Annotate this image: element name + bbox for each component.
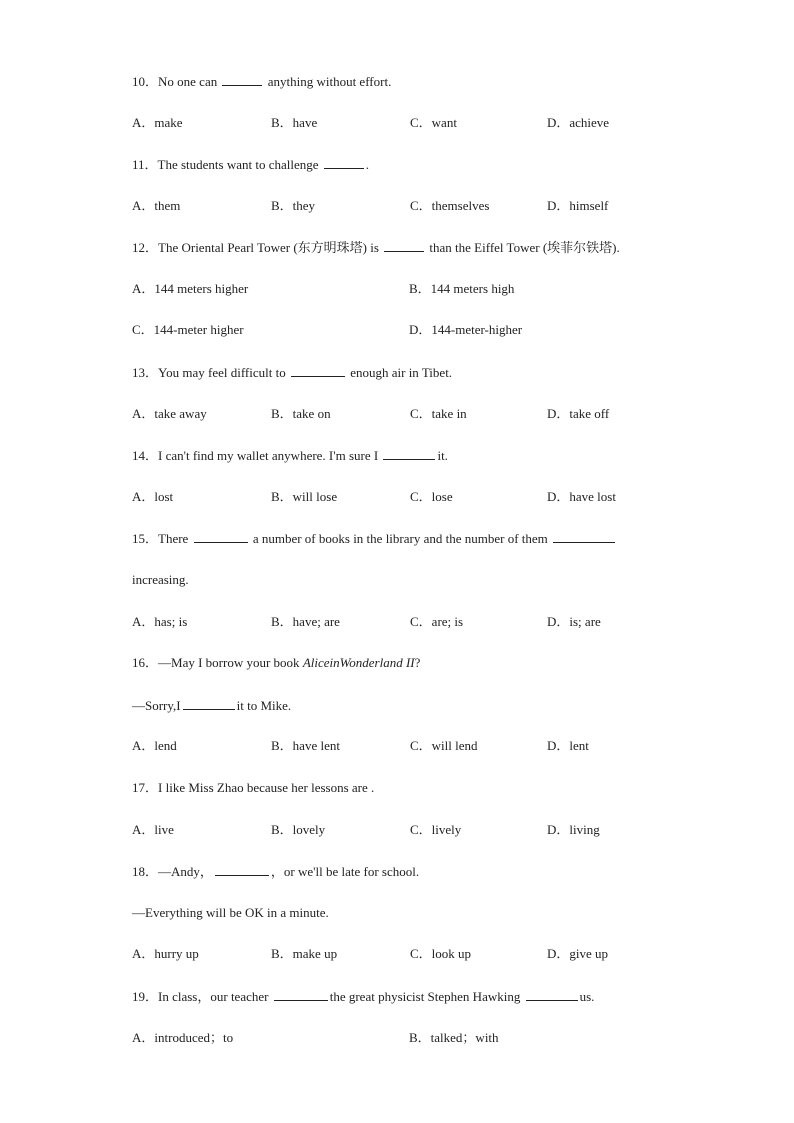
answer-blank	[324, 155, 364, 169]
question-stem: The Oriental Pearl Tower (东方明珠塔) is	[158, 240, 379, 255]
question-stem: There	[158, 531, 189, 546]
question-15	[132, 529, 617, 548]
options-15	[132, 613, 692, 631]
options-14	[132, 488, 692, 506]
answer-blank	[183, 696, 235, 710]
question-13	[132, 363, 452, 382]
option-d: D．give up	[547, 946, 609, 961]
question-number: 14．	[132, 448, 159, 463]
question-19	[132, 987, 594, 1006]
question-number: 10．	[132, 74, 159, 89]
question-number: 16．	[132, 655, 159, 670]
options-13	[132, 405, 692, 423]
option-b: B．have	[271, 115, 318, 130]
book-title: AliceinWonderland II	[302, 655, 415, 670]
question-stem: ?	[414, 655, 421, 670]
answer-blank	[194, 529, 248, 543]
option-a: A．144 meters higher	[132, 281, 249, 296]
option-a: A．introduced；to	[132, 1030, 234, 1045]
question-16-reply	[132, 696, 291, 715]
option-b: B．have lent	[271, 738, 340, 753]
option-a: A．live	[132, 822, 174, 837]
option-c: C．lose	[410, 489, 453, 504]
question-11	[132, 155, 369, 174]
question-10	[132, 72, 391, 91]
options-16	[132, 737, 692, 755]
answer-blank	[383, 446, 435, 460]
options-18	[132, 945, 692, 963]
question-stem: the great physicist Stephen Hawking	[329, 989, 521, 1004]
option-d: D．living	[547, 822, 600, 837]
option-d: D．lent	[547, 738, 589, 753]
question-number: 19．	[132, 989, 159, 1004]
options-11	[132, 197, 692, 215]
option-d: D．is; are	[547, 614, 601, 629]
question-stem: I like Miss Zhao because her lessons are .	[158, 780, 375, 795]
option-b: B．they	[271, 198, 316, 213]
answer-blank	[384, 238, 424, 252]
question-14	[132, 446, 448, 465]
question-number: 11．	[132, 157, 158, 172]
option-a: A．has; is	[132, 614, 188, 629]
option-c: C．144-meter higher	[132, 322, 244, 337]
option-c: C．will lend	[410, 738, 478, 753]
option-b: B．will lose	[271, 489, 338, 504]
question-15-continued	[132, 571, 189, 589]
reply-text: —Sorry,I	[132, 698, 181, 713]
question-17	[132, 779, 374, 797]
question-number: 17．	[132, 780, 159, 795]
option-c: C．take in	[410, 406, 467, 421]
options-17	[132, 821, 692, 839]
option-b: B．make up	[271, 946, 338, 961]
answer-blank	[215, 862, 269, 876]
question-stem: .	[365, 157, 370, 172]
option-b: B．have; are	[271, 614, 340, 629]
options-10	[132, 114, 692, 132]
option-c: C．lively	[410, 822, 462, 837]
question-number: 13．	[132, 365, 159, 380]
question-16	[132, 654, 420, 672]
question-stem: I can't find my wallet anywhere. I'm sure I	[158, 448, 379, 463]
question-stem: —Andy，	[158, 864, 213, 879]
question-18	[132, 862, 419, 881]
option-c: C．want	[410, 115, 457, 130]
option-d: D．144-meter-higher	[409, 322, 523, 337]
option-a: A．make	[132, 115, 183, 130]
question-stem: enough air in Tibet.	[350, 365, 453, 380]
question-number: 12．	[132, 240, 159, 255]
question-stem: In class，our teacher	[158, 989, 269, 1004]
question-stem: it.	[437, 448, 448, 463]
question-stem: than the Eiffel Tower (埃菲尔铁塔).	[429, 240, 620, 255]
question-stem: a number of books in the library and the number of them	[252, 531, 548, 546]
question-stem: us.	[579, 989, 595, 1004]
option-b: B．talked；with	[409, 1030, 499, 1045]
option-a: A．hurry up	[132, 946, 199, 961]
option-d: D．achieve	[547, 115, 610, 130]
options-12-row2	[132, 321, 692, 339]
option-a: A．lend	[132, 738, 177, 753]
answer-blank	[526, 987, 578, 1001]
question-stem: —May I borrow your book	[158, 655, 300, 670]
answer-blank	[222, 72, 262, 86]
option-b: B．take on	[271, 406, 331, 421]
question-stem: You may feel difficult to	[158, 365, 286, 380]
question-18-reply	[132, 904, 329, 922]
option-d: D．himself	[547, 198, 609, 213]
option-b: B．lovely	[271, 822, 326, 837]
question-stem: increasing.	[132, 572, 189, 587]
option-d: D．have lost	[547, 489, 616, 504]
reply-text: it to Mike.	[236, 698, 292, 713]
question-stem: No one can	[158, 74, 218, 89]
question-stem: The students want to challenge	[157, 157, 319, 172]
question-stem: ，or we'll be late for school.	[270, 864, 420, 879]
option-a: A．take away	[132, 406, 207, 421]
question-number: 15．	[132, 531, 159, 546]
options-12-row1	[132, 280, 692, 298]
options-19	[132, 1029, 692, 1047]
option-a: A．them	[132, 198, 181, 213]
answer-blank	[553, 529, 615, 543]
option-c: C．look up	[410, 946, 472, 961]
question-12	[132, 238, 620, 257]
option-d: D．take off	[547, 406, 610, 421]
question-stem: anything without effort.	[267, 74, 392, 89]
option-c: C．are; is	[410, 614, 464, 629]
answer-blank	[291, 363, 345, 377]
option-b: B．144 meters high	[409, 281, 515, 296]
reply-text: —Everything will be OK in a minute.	[132, 905, 329, 920]
option-c: C．themselves	[410, 198, 490, 213]
answer-blank	[274, 987, 328, 1001]
option-a: A．lost	[132, 489, 174, 504]
question-number: 18．	[132, 864, 159, 879]
